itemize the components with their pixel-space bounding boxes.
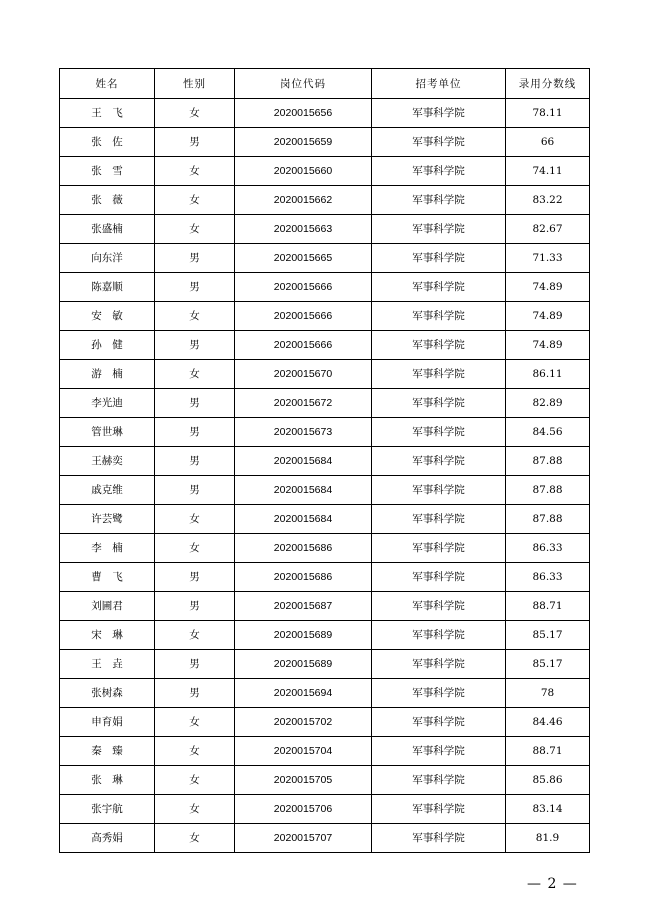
cell-gender: 女: [155, 534, 235, 563]
header-row: [60, 69, 590, 99]
cell-gender: 女: [155, 360, 235, 389]
table-row: [60, 505, 590, 534]
cell-code: 2020015687: [235, 592, 372, 621]
table-row: [60, 795, 590, 824]
cell-name: 孙 健: [60, 331, 155, 360]
score-table-container: [59, 68, 589, 853]
cell-name: 李光迪: [60, 389, 155, 418]
cell-score: 74.11: [506, 157, 590, 186]
cell-score: 85.17: [506, 650, 590, 679]
cell-code: 2020015684: [235, 505, 372, 534]
cell-name: 张宇航: [60, 795, 155, 824]
cell-name: 陈嘉顺: [60, 273, 155, 302]
cell-name: 管世琳: [60, 418, 155, 447]
cell-name: 游 楠: [60, 360, 155, 389]
cell-unit: 军事科学院: [372, 186, 506, 215]
cell-name: 刘圃君: [60, 592, 155, 621]
cell-name: 张盛楠: [60, 215, 155, 244]
cell-unit: 军事科学院: [372, 621, 506, 650]
table-row: [60, 273, 590, 302]
cell-unit: 军事科学院: [372, 128, 506, 157]
table-row: [60, 621, 590, 650]
cell-name: 秦 臻: [60, 737, 155, 766]
cell-code: 2020015662: [235, 186, 372, 215]
cell-code: 2020015702: [235, 708, 372, 737]
cell-code: 2020015706: [235, 795, 372, 824]
cell-gender: 女: [155, 621, 235, 650]
table-row: [60, 737, 590, 766]
cell-unit: 军事科学院: [372, 302, 506, 331]
cell-gender: 女: [155, 215, 235, 244]
table-row: [60, 157, 590, 186]
cell-code: 2020015666: [235, 302, 372, 331]
page-number: — 2 —: [527, 876, 578, 892]
cell-code: 2020015707: [235, 824, 372, 853]
cell-score: 87.88: [506, 476, 590, 505]
cell-gender: 女: [155, 157, 235, 186]
cell-score: 78: [506, 679, 590, 708]
cell-score: 88.71: [506, 737, 590, 766]
cell-gender: 女: [155, 505, 235, 534]
cell-gender: 男: [155, 563, 235, 592]
table-row: [60, 302, 590, 331]
table-row: [60, 476, 590, 505]
cell-code: 2020015665: [235, 244, 372, 273]
cell-unit: 军事科学院: [372, 737, 506, 766]
cell-name: 宋 琳: [60, 621, 155, 650]
cell-score: 88.71: [506, 592, 590, 621]
cell-unit: 军事科学院: [372, 244, 506, 273]
table-row: [60, 186, 590, 215]
cell-name: 王赫奕: [60, 447, 155, 476]
cell-gender: 女: [155, 766, 235, 795]
cell-score: 74.89: [506, 331, 590, 360]
cell-name: 高秀娟: [60, 824, 155, 853]
header-position-code: 岗位代码: [235, 69, 372, 99]
table-row: [60, 418, 590, 447]
cell-gender: 男: [155, 389, 235, 418]
table-row: [60, 592, 590, 621]
cell-gender: 男: [155, 592, 235, 621]
table-header: [60, 69, 590, 99]
cell-unit: 军事科学院: [372, 215, 506, 244]
cell-code: 2020015663: [235, 215, 372, 244]
cell-gender: 男: [155, 331, 235, 360]
cell-score: 74.89: [506, 302, 590, 331]
cell-code: 2020015666: [235, 331, 372, 360]
table-row: [60, 389, 590, 418]
cell-score: 85.86: [506, 766, 590, 795]
table-row: [60, 766, 590, 795]
cell-name: 王 飞: [60, 99, 155, 128]
cell-code: 2020015684: [235, 447, 372, 476]
cell-score: 83.22: [506, 186, 590, 215]
cell-score: 83.14: [506, 795, 590, 824]
cell-unit: 军事科学院: [372, 592, 506, 621]
cell-name: 向东洋: [60, 244, 155, 273]
table-row: [60, 331, 590, 360]
cell-score: 78.11: [506, 99, 590, 128]
cell-name: 申育娟: [60, 708, 155, 737]
cell-gender: 女: [155, 795, 235, 824]
cell-score: 84.56: [506, 418, 590, 447]
cell-gender: 男: [155, 476, 235, 505]
cell-score: 84.46: [506, 708, 590, 737]
cell-name: 戚克维: [60, 476, 155, 505]
cell-gender: 男: [155, 418, 235, 447]
cell-code: 2020015672: [235, 389, 372, 418]
cell-unit: 军事科学院: [372, 708, 506, 737]
table-row: [60, 679, 590, 708]
table-row: [60, 534, 590, 563]
cell-unit: 军事科学院: [372, 99, 506, 128]
cell-code: 2020015686: [235, 563, 372, 592]
cell-unit: 军事科学院: [372, 824, 506, 853]
cell-gender: 女: [155, 824, 235, 853]
cell-score: 86.11: [506, 360, 590, 389]
table-row: [60, 824, 590, 853]
cell-name: 张 琳: [60, 766, 155, 795]
cell-name: 安 敏: [60, 302, 155, 331]
cell-gender: 男: [155, 244, 235, 273]
cell-gender: 女: [155, 99, 235, 128]
table-row: [60, 128, 590, 157]
cell-gender: 男: [155, 128, 235, 157]
cell-code: 2020015689: [235, 650, 372, 679]
admission-score-table: [59, 68, 590, 853]
cell-code: 2020015689: [235, 621, 372, 650]
cell-name: 王 垚: [60, 650, 155, 679]
cell-unit: 军事科学院: [372, 534, 506, 563]
cell-name: 张 雪: [60, 157, 155, 186]
table-row: [60, 447, 590, 476]
cell-code: 2020015666: [235, 273, 372, 302]
cell-name: 张树森: [60, 679, 155, 708]
cell-unit: 军事科学院: [372, 795, 506, 824]
cell-score: 86.33: [506, 534, 590, 563]
table-row: [60, 708, 590, 737]
cell-name: 许芸鹭: [60, 505, 155, 534]
cell-gender: 男: [155, 679, 235, 708]
header-admission-score: 录用分数线: [506, 69, 590, 99]
cell-unit: 军事科学院: [372, 331, 506, 360]
cell-code: 2020015705: [235, 766, 372, 795]
cell-code: 2020015673: [235, 418, 372, 447]
table-row: [60, 244, 590, 273]
table-row: [60, 360, 590, 389]
cell-score: 74.89: [506, 273, 590, 302]
cell-name: 张 薇: [60, 186, 155, 215]
cell-score: 82.67: [506, 215, 590, 244]
cell-name: 张 佐: [60, 128, 155, 157]
cell-code: 2020015704: [235, 737, 372, 766]
cell-unit: 军事科学院: [372, 563, 506, 592]
cell-score: 87.88: [506, 505, 590, 534]
cell-gender: 男: [155, 273, 235, 302]
cell-code: 2020015670: [235, 360, 372, 389]
cell-unit: 军事科学院: [372, 273, 506, 302]
cell-code: 2020015684: [235, 476, 372, 505]
cell-gender: 女: [155, 186, 235, 215]
cell-unit: 军事科学院: [372, 476, 506, 505]
cell-unit: 军事科学院: [372, 447, 506, 476]
cell-score: 85.17: [506, 621, 590, 650]
cell-unit: 军事科学院: [372, 418, 506, 447]
cell-code: 2020015659: [235, 128, 372, 157]
table-row: [60, 563, 590, 592]
cell-gender: 女: [155, 302, 235, 331]
table-body: [60, 99, 590, 853]
cell-score: 82.89: [506, 389, 590, 418]
cell-gender: 女: [155, 737, 235, 766]
cell-score: 87.88: [506, 447, 590, 476]
table-row: [60, 99, 590, 128]
header-gender: 性别: [155, 69, 235, 99]
cell-code: 2020015694: [235, 679, 372, 708]
cell-unit: 军事科学院: [372, 679, 506, 708]
table-row: [60, 215, 590, 244]
cell-code: 2020015660: [235, 157, 372, 186]
cell-unit: 军事科学院: [372, 650, 506, 679]
cell-name: 曹 飞: [60, 563, 155, 592]
cell-gender: 女: [155, 708, 235, 737]
cell-unit: 军事科学院: [372, 766, 506, 795]
cell-unit: 军事科学院: [372, 360, 506, 389]
cell-unit: 军事科学院: [372, 389, 506, 418]
cell-unit: 军事科学院: [372, 505, 506, 534]
cell-score: 86.33: [506, 563, 590, 592]
cell-unit: 军事科学院: [372, 157, 506, 186]
cell-gender: 男: [155, 447, 235, 476]
header-recruiting-unit: 招考单位: [372, 69, 506, 99]
cell-name: 李 楠: [60, 534, 155, 563]
cell-code: 2020015656: [235, 99, 372, 128]
cell-score: 66: [506, 128, 590, 157]
table-row: [60, 650, 590, 679]
cell-score: 81.9: [506, 824, 590, 853]
cell-code: 2020015686: [235, 534, 372, 563]
cell-score: 71.33: [506, 244, 590, 273]
header-name: 姓名: [60, 69, 155, 99]
cell-gender: 男: [155, 650, 235, 679]
